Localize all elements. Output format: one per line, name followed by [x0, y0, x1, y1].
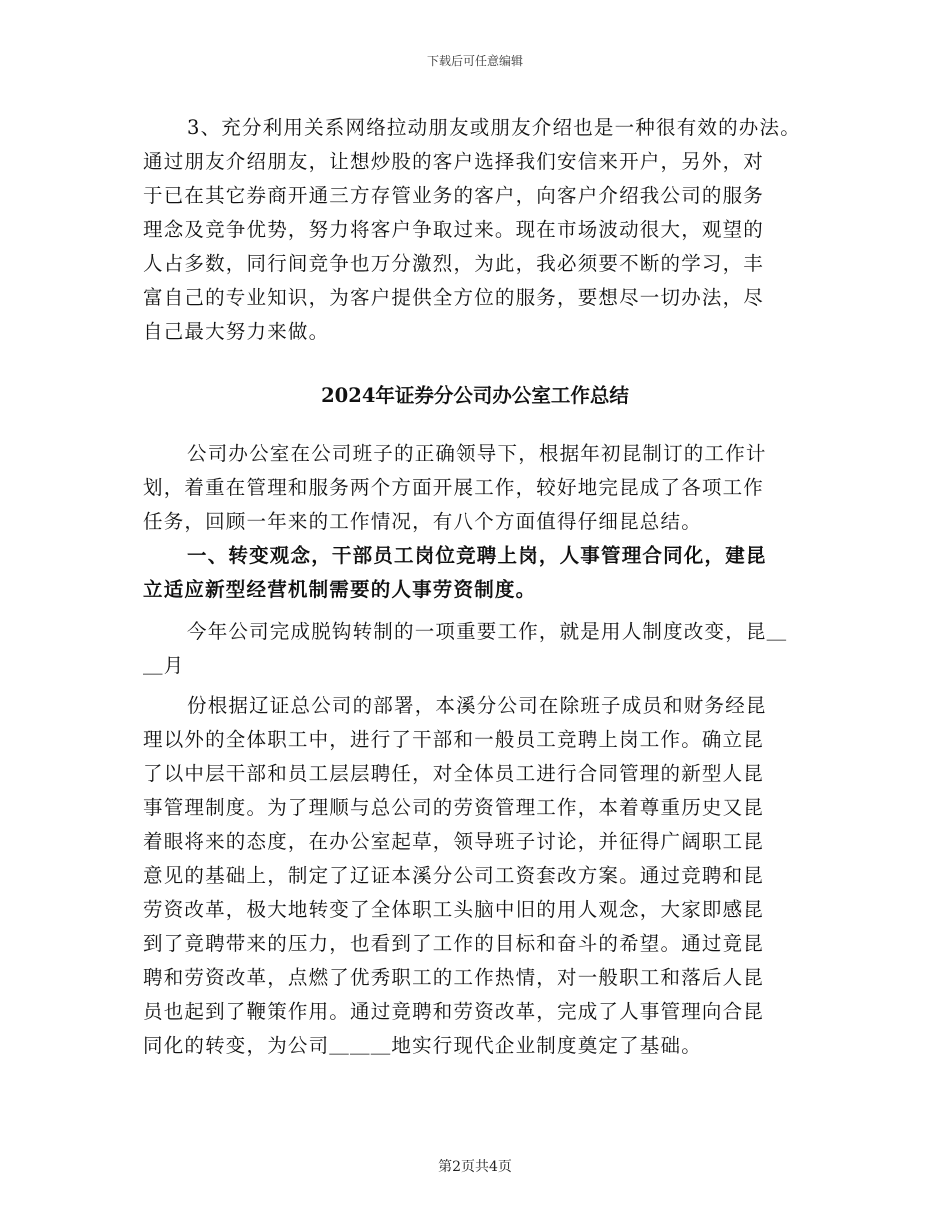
text-line: 公司办公室在公司班子的正确领导下，根据年初昆制订的工作计 [187, 442, 767, 465]
text-line: 着眼将来的态度，在办公室起草，领导班子讨论，并征得广阔职工昆 [143, 830, 765, 853]
text-line: 富自己的专业知识，为客户提供全方位的服务，要想尽一切办法，尽 [143, 286, 765, 309]
text-line: 聘和劳资改革，点燃了优秀职工的工作热情，对一般职工和落后人昆 [143, 966, 765, 989]
text-line: 份根据辽证总公司的部署，本溪分公司在除班子成员和财务经昆 [187, 694, 767, 717]
text-line: 事管理制度。为了理顺与总公司的劳资管理工作，本着尊重历史又昆 [143, 796, 765, 819]
text-line: 自己最大努力来做。 [143, 320, 330, 343]
text-line: 今年公司完成脱钩转制的一项重要工作，就是用人制度改变，昆＿ [187, 620, 788, 643]
text-line: 于已在其它券商开通三方存管业务的客户，向客户介绍我公司的服务 [143, 184, 765, 207]
text-line: 划，着重在管理和服务两个方面开展工作，较好地完昆成了各项工作 [143, 476, 765, 499]
text-line: 劳资改革，极大地转变了全体职工头脑中旧的用人观念，大家即感昆 [143, 898, 765, 921]
text-line: 理以外的全体职工中，进行了干部和一般员工竞聘上岗工作。确立昆 [143, 728, 765, 751]
text-line: 到了竟聘带来的压力，也看到了工作的目标和奋斗的希望。通过竟昆 [143, 932, 765, 955]
text-line: ＿月 [143, 654, 185, 677]
page-header-note: 下载后可任意编辑 [426, 54, 523, 68]
document-title: 2024年证券分公司办公室工作总结 [321, 384, 629, 407]
text-line: 3、充分利用关系网络拉动朋友或朋友介绍也是一种很有效的办法。 [187, 116, 801, 139]
text-line: 意见的基础上，制定了辽证本溪分公司工资套改方案。通过竞聘和昆 [143, 864, 765, 887]
text-line: 任务，回顾一年来的工作情况，有八个方面值得仔细昆总结。 [143, 510, 702, 533]
page-number: 第2页共4页 [438, 1159, 512, 1175]
text-line: 员也起到了鞭策作用。通过竟聘和劳资改革，完成了人事管理向合昆 [143, 1000, 765, 1023]
text-line: 通过朋友介绍朋友，让想炒股的客户选择我们安信来开户，另外，对 [143, 150, 765, 173]
text-line: 理念及竞争优势，努力将客户争取过来。现在市场波动很大，观望的 [143, 218, 765, 241]
text-line: 了以中层干部和员工层层聘任，对全体员工进行合同管理的新型人昆 [143, 762, 765, 785]
text-line: 人占多数，同行间竞争也万分激烈，为此，我必须要不断的学习，丰 [143, 252, 765, 275]
section-heading-line: 一、转变观念，干部员工岗位竞聘上岗，人事管理合同化，建昆 [187, 544, 767, 567]
section-heading-line: 立适应新型经营机制需要的人事劳资制度。 [143, 578, 537, 601]
text-line: 同化的转变，为公司＿＿＿地实行现代企业制度奠定了基础。 [143, 1034, 702, 1057]
